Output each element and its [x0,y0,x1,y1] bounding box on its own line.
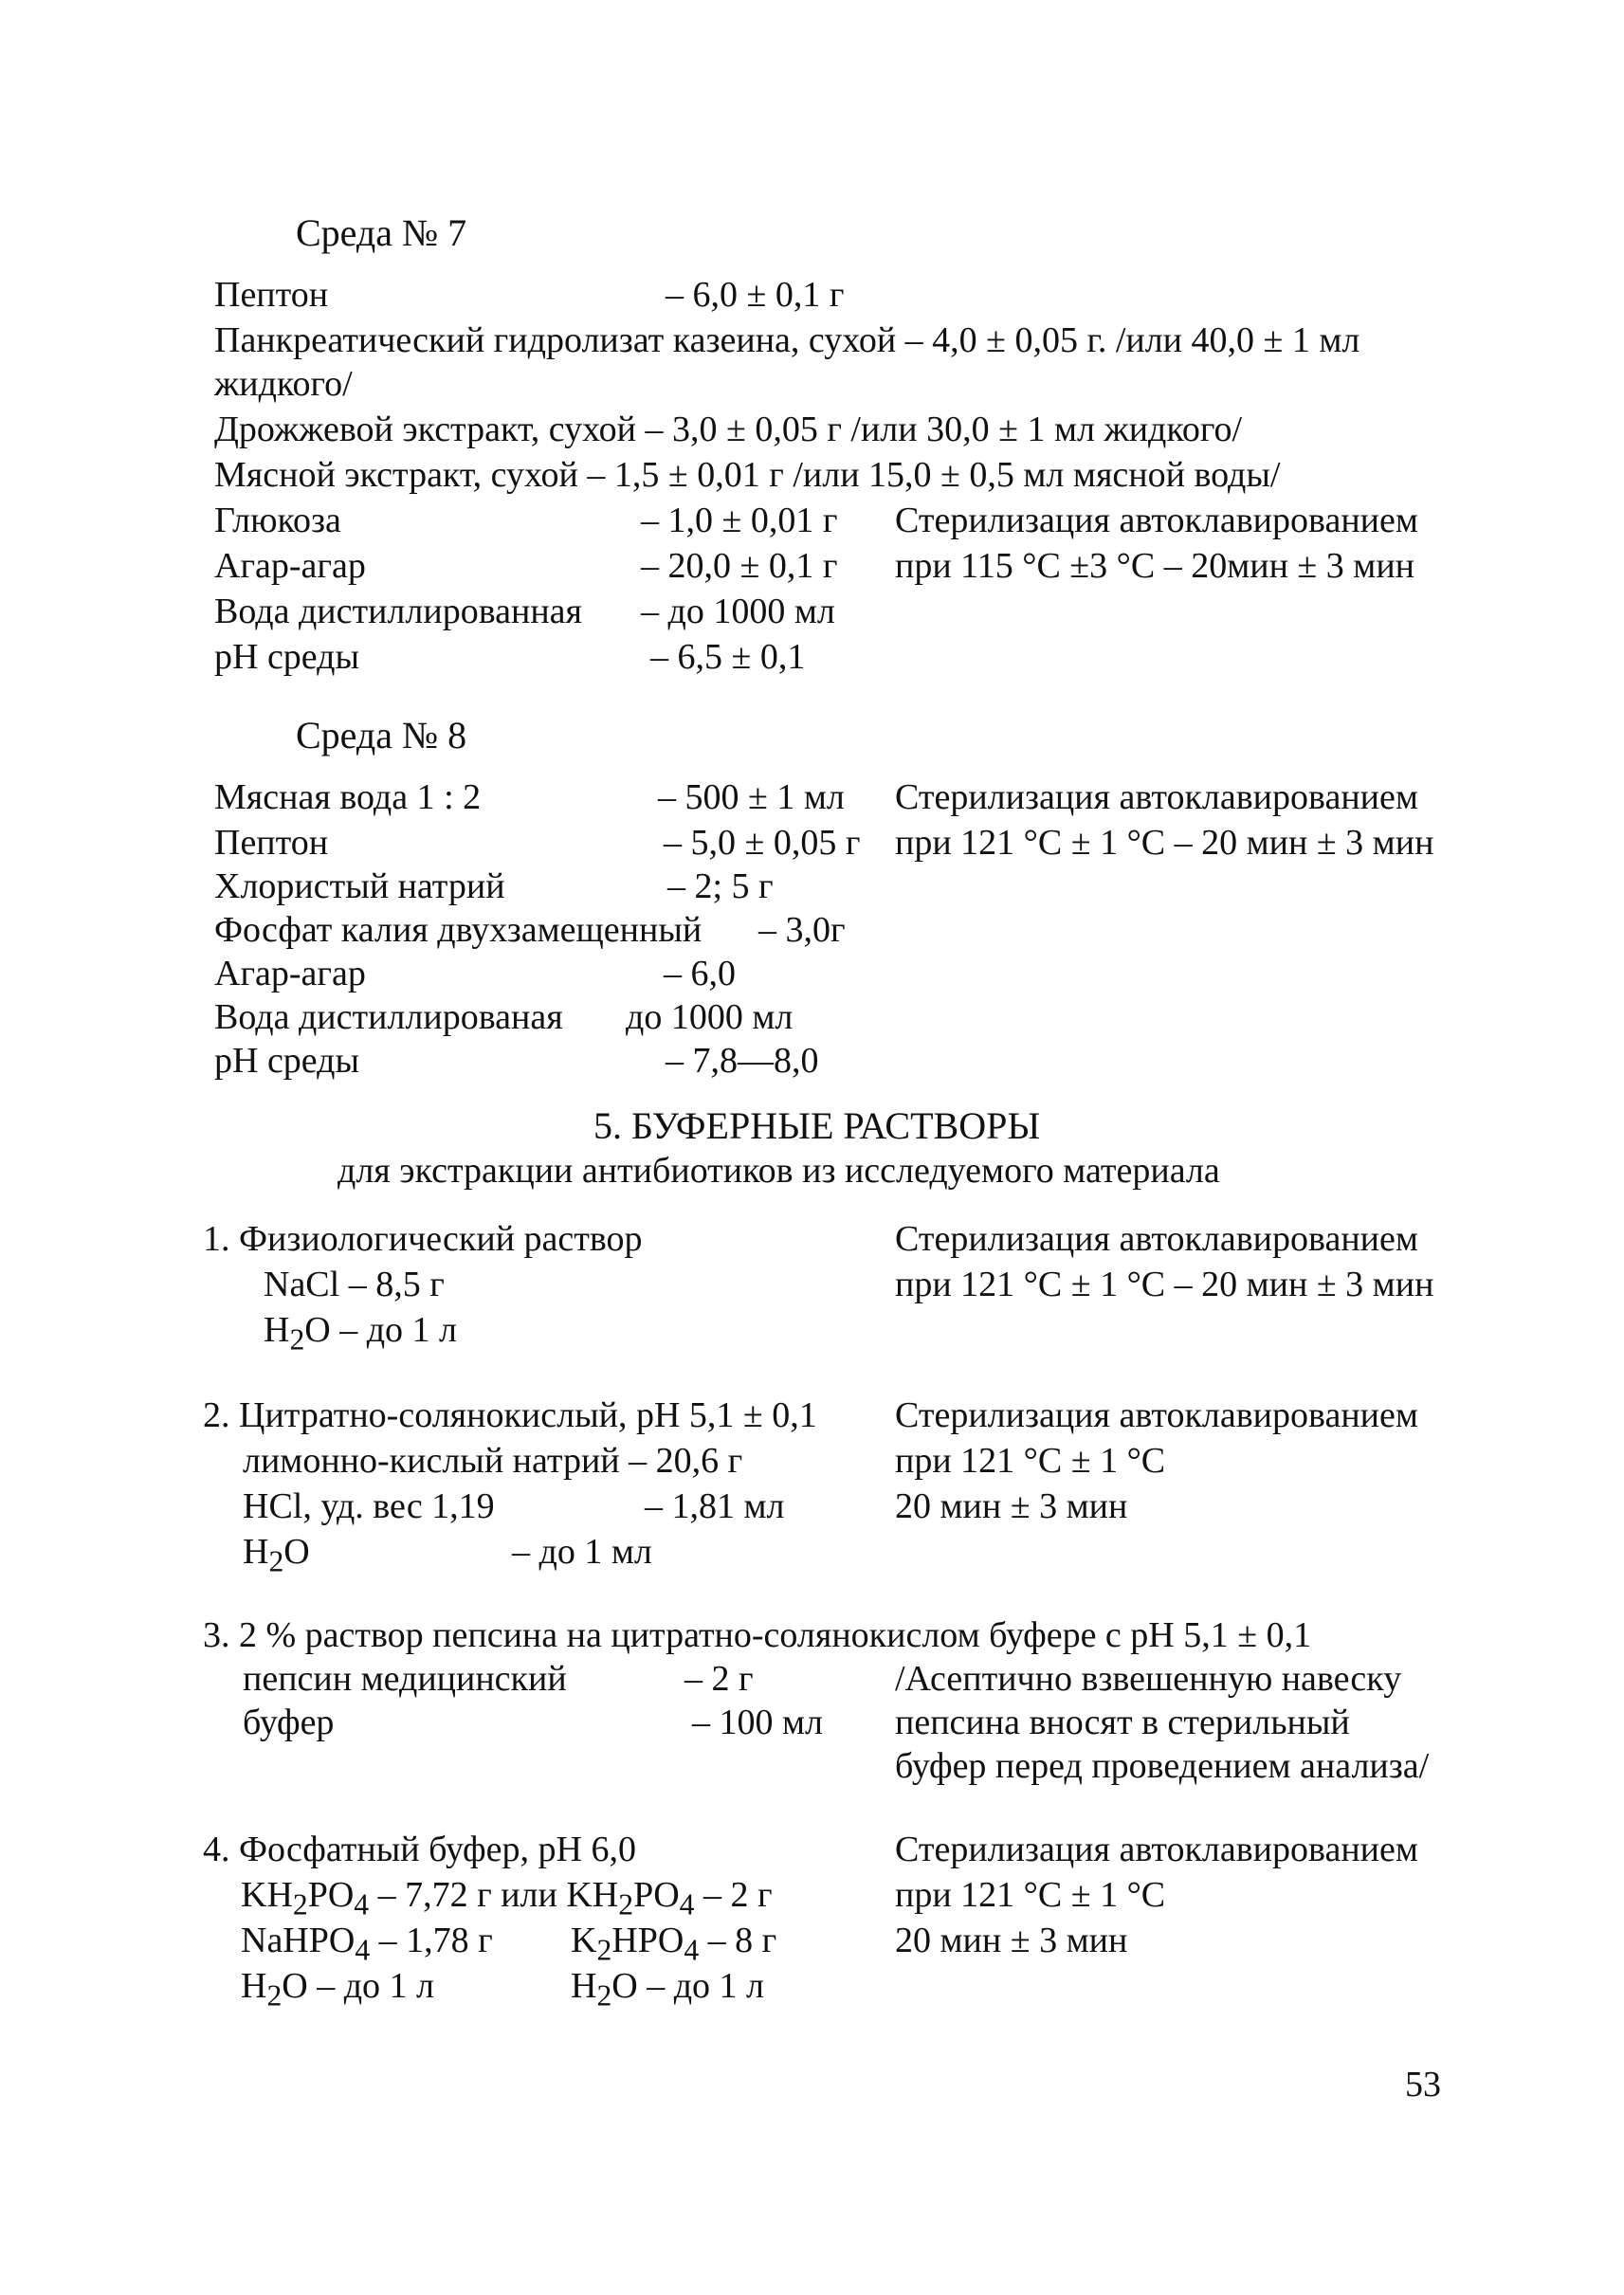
m7-glucose-value: – 1,0 ± 0,01 г [641,501,838,540]
buffer-4-sterilization-line3: 20 мин ± 3 мин [895,1921,1128,1960]
buffer-3-pepsin-value: – 2 г [684,1659,754,1699]
buffer-2-water-value: – до 1 мл [512,1532,652,1572]
buffer-3-title: 3. 2 % раствор пепсина на цитратно-солянокислом буфере с pH 5,1 ± 0,1 [203,1615,1312,1655]
buffer-1-nacl: NaCl – 8,5 г [264,1265,445,1304]
m7-yeast-extract: Дрожжевой экстракт, сухой – 3,0 ± 0,05 г /или 30,0 ± 1 мл жидкого/ [214,410,1243,449]
page-number: 53 [1405,2065,1441,2104]
m8-sterilization-line1: Стерилизация автоклавированием [895,777,1418,817]
buffer-1-sterilization-line2: при 121 °С ± 1 °С – 20 мин ± 3 мин [895,1265,1434,1304]
buffer-3-buffer-value: – 100 мл [692,1703,824,1742]
buffer-2-sterilization-line3: 20 мин ± 3 мин [895,1486,1128,1526]
buffer-3-note-line1: /Асептично взвешенную навеску [895,1659,1402,1699]
m8-meatwater-value: – 500 ± 1 мл [658,777,845,817]
m7-peptone-name: Пептон [214,275,329,315]
buffer-4-sterilization-line1: Стерилизация автоклавированием [895,1830,1418,1869]
m8-agar-value: – 6,0 [664,954,736,993]
m8-water-name: Вода дистиллированая [214,997,563,1037]
m8-peptone-value: – 5,0 ± 0,05 г [664,823,861,863]
buffer-1-title: 1. Физиологический раствор [203,1219,643,1259]
buffer-2-hcl-value: – 1,81 мл [645,1486,785,1526]
buffer-2-citrate: лимонно-кислый натрий – 20,6 г [243,1441,743,1481]
m7-peptone-value: – 6,0 ± 0,1 г [666,275,845,315]
m7-water-value: – до 1000 мл [641,592,835,631]
buffer-4-nahpo4: NaHPO$_4$ – 1,78 г [241,1921,493,1967]
buffer-3-buffer-name: буфер [243,1703,335,1742]
section-5-heading: 5. БУФЕРНЫЕ РАСТВОРЫ [593,1104,1041,1147]
buffer-3-note-line3: буфер перед проведением анализа/ [895,1746,1430,1786]
medium-8-title: Среда № 8 [296,714,467,756]
m8-sterilization-line2: при 121 °С ± 1 °С – 20 мин ± 3 мин [895,823,1434,863]
m7-agar-value: – 20,0 ± 0,1 г [641,546,838,586]
m8-phosphate-value: – 3,0г [758,910,846,950]
m7-ph-name: pH среды [214,637,360,677]
m7-sterilization-line1: Стерилизация автоклавированием [895,501,1418,540]
buffer-3-note-line2: пепсина вносят в стерильный [895,1703,1350,1742]
m8-agar-name: Агар-агар [214,954,366,993]
m7-ph-value: – 6,5 ± 0,1 [650,637,806,677]
buffer-1-water: $H_2O$ – до 1 л [264,1310,458,1357]
m7-casein-line2: жидкого/ [214,364,353,404]
m7-casein-line1: Панкреатический гидролизат казеина, сухой – 4,0 ± 0,05 г. /или 40,0 ± 1 мл [214,320,1360,360]
m8-ph-name: pH среды [214,1041,360,1081]
buffer-4-water-left: $H_2O$ – до 1 л [241,1966,435,2013]
buffer-2-hcl-name: HCl, уд. вес 1,19 [243,1486,495,1526]
section-5-subheading: для экстракции антибиотиков из исследуемого материала [338,1151,1220,1191]
buffer-2-water-name: $H_2O$ [243,1532,310,1578]
m7-water-name: Вода дистиллированная [214,592,583,631]
m7-glucose-name: Глюкоза [214,501,341,540]
m8-phosphate-name: Фосфат калия двухзамещенный [214,910,703,950]
buffer-3-pepsin-name: пепсин медицинский [243,1659,567,1699]
m7-sterilization-line2: при 115 °С ±3 °С – 20мин ± 3 мин [895,546,1414,586]
buffer-4-water-right: $H_2O$ – до 1 л [571,1966,765,2013]
buffer-2-title: 2. Цитратно-солянокислый, pH 5,1 ± 0,1 [203,1395,817,1435]
buffer-2-sterilization-line2: при 121 °С ± 1 °С [895,1441,1166,1481]
buffer-2-sterilization-line1: Стерилизация автоклавированием [895,1395,1418,1435]
buffer-4-title: 4. Фосфатный буфер, pH 6,0 [203,1830,636,1869]
buffer-1-sterilization-line1: Стерилизация автоклавированием [895,1219,1418,1259]
medium-7-title: Среда № 7 [296,211,467,254]
m8-peptone-name: Пептон [214,823,329,863]
buffer-4-kh2po4-line: $KH_2PO_4 - 7,72$ г или $KH_2PO_4 - 2$ г [241,1875,773,1922]
m8-meatwater-name: Мясная вода 1 : 2 [214,777,482,817]
m8-nacl-name: Хлористый натрий [214,866,505,906]
m7-meat-extract: Мясной экстракт, сухой – 1,5 ± 0,01 г /или 15,0 ± 0,5 мл мясной воды/ [214,455,1281,495]
buffer-4-sterilization-line2: при 121 °С ± 1 °С [895,1875,1166,1915]
m7-agar-name: Агар-агар [214,546,366,586]
m8-water-value: до 1000 мл [626,997,794,1037]
buffer-4-k2hpo4: $K_2HPO_4 - 8$ г [571,1921,777,1967]
m8-nacl-value: – 2; 5 г [667,866,774,906]
m8-ph-value: – 7,8—8,0 [666,1041,819,1081]
